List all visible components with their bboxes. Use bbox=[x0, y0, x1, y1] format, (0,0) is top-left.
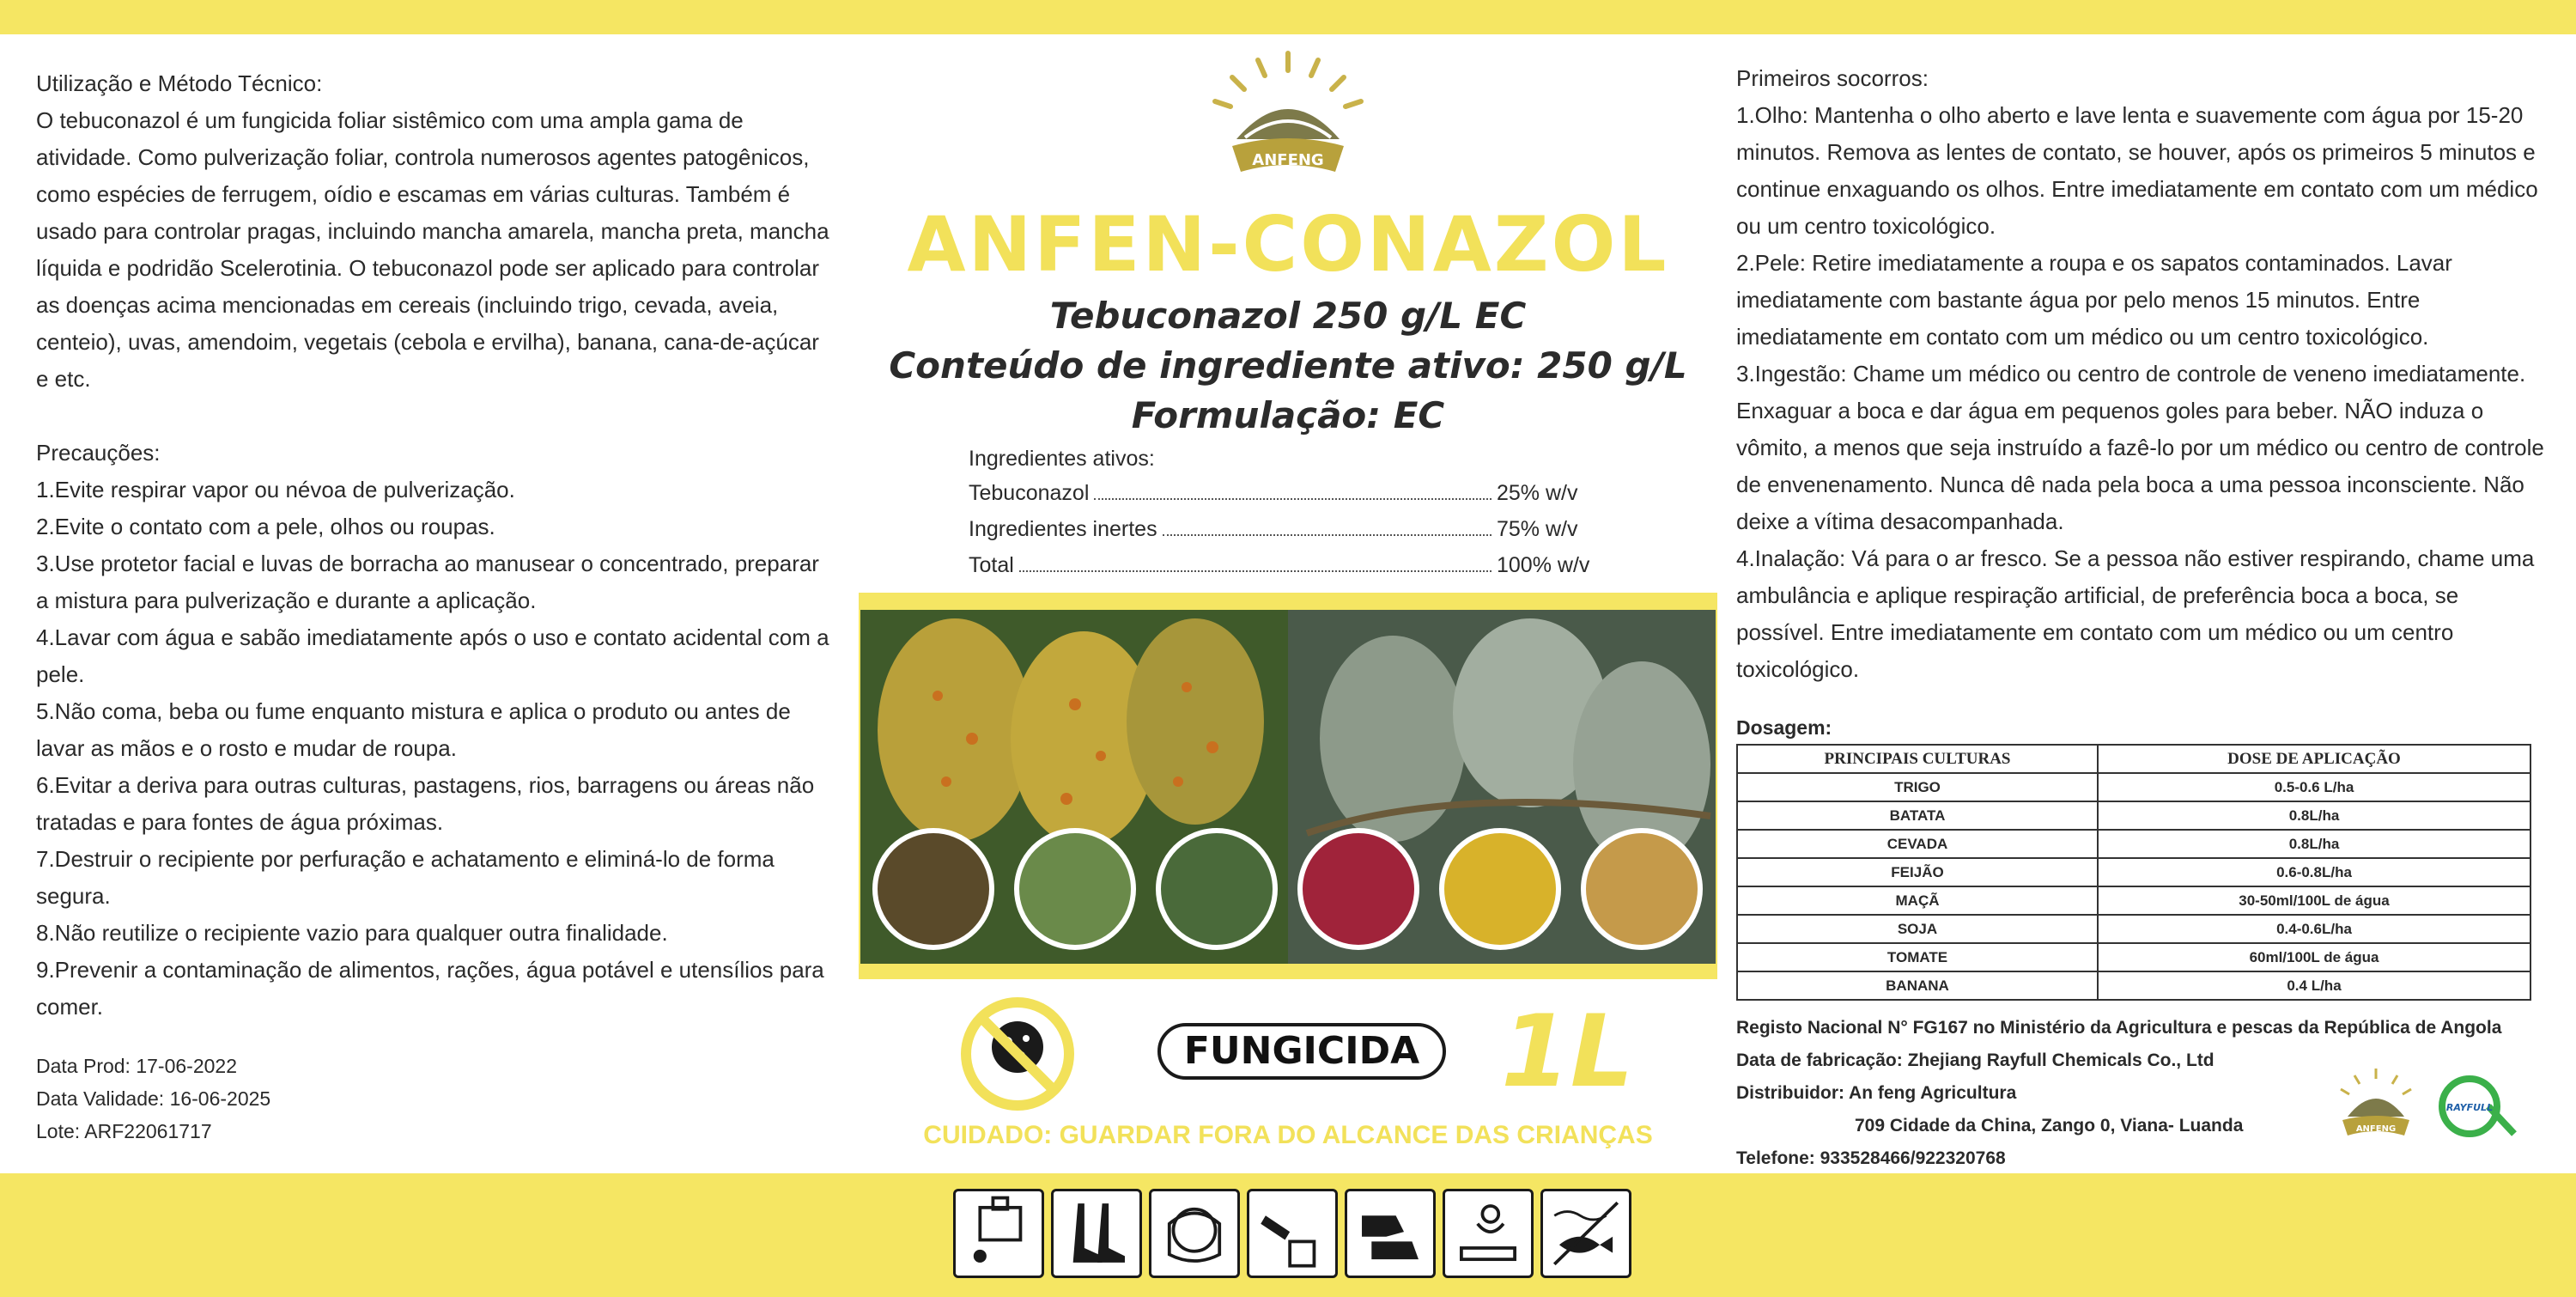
crop-cell: BANANA bbox=[1737, 971, 2098, 1000]
crop-cell: CEVADA bbox=[1737, 830, 2098, 858]
fish-hazard-icon bbox=[1540, 1189, 1631, 1278]
table-row bbox=[1737, 858, 2530, 886]
crop-cell: FEIJÃO bbox=[1737, 858, 2098, 886]
ingredient-row bbox=[969, 553, 1604, 578]
table-row bbox=[1737, 886, 2530, 915]
precaution-item: 5.Não coma, beba ou fume enquanto mistura e aplica o produto ou antes de lavar as mãos e o rosto e mudar de roupa. bbox=[36, 698, 791, 761]
crop-disease-photo bbox=[860, 610, 1716, 964]
category-badge: FUNGICIDA bbox=[1157, 1023, 1446, 1080]
dose-cell: 0.8L/ha bbox=[2098, 801, 2530, 830]
phone: Telefone: 933528466/922320768 bbox=[1736, 1148, 2006, 1168]
batch-info bbox=[36, 1050, 270, 1148]
ingredients-title: Ingredientes ativos: bbox=[969, 447, 1155, 471]
dose-cell: 0.4 L/ha bbox=[2098, 971, 2530, 1000]
product-formula: Tebuconazol 250 g/L EC bbox=[1049, 295, 1527, 337]
formulation: Formulação: EC bbox=[1131, 394, 1445, 436]
precaution-item: 3.Use protetor facial e luvas de borracha ao manusear o concentrado, preparar a mistura para pulverização e durante a aplicação. bbox=[36, 551, 819, 613]
face-shield-icon bbox=[1149, 1189, 1240, 1278]
precaution-item: 7.Destruir o recipiente por perfuração e achatamento e eliminá-lo de forma segura. bbox=[36, 846, 775, 909]
first-aid-item: 4.Inalação: Vá para o ar fresco. Se a pessoa não estiver respirando, chame uma ambulância e aplique respiração artificial, de preferência boca a boca, se possível. Entre imediatamente em contato com um médico ou um centro toxicológico. bbox=[1736, 545, 2535, 682]
berries-thumbnail bbox=[1300, 831, 1417, 947]
crop-cell: SOJA bbox=[1737, 915, 2098, 943]
ingredient-name: Ingredientes inertes bbox=[969, 517, 1157, 541]
top-yellow-band bbox=[0, 0, 2576, 34]
dose-cell: 0.5-0.6 L/ha bbox=[2098, 773, 2530, 801]
dosage-title: Dosagem: bbox=[1736, 716, 1832, 739]
lot-number: Lote: ARF22061717 bbox=[36, 1120, 212, 1142]
first-aid-title: Primeiros socorros: bbox=[1736, 65, 1929, 91]
corn-thumbnail bbox=[1442, 831, 1558, 947]
dosage-table bbox=[1736, 744, 2531, 1001]
dosage-header-dose: DOSE DE APLICAÇÃO bbox=[2098, 745, 2530, 773]
boots-icon bbox=[1051, 1189, 1142, 1278]
dose-cell: 60ml/100L de água bbox=[2098, 943, 2530, 971]
wash-icon bbox=[1443, 1189, 1534, 1278]
grain-thumbnail bbox=[1158, 831, 1275, 947]
table-row bbox=[1737, 971, 2530, 1000]
crop-cell: MAÇÃ bbox=[1737, 886, 2098, 915]
ingredient-value: 100% w/v bbox=[1497, 553, 1590, 577]
handling-concentrate-icon bbox=[1247, 1189, 1338, 1278]
production-date: Data Prod: 17-06-2022 bbox=[36, 1055, 237, 1077]
table-row bbox=[1737, 830, 2530, 858]
dosage-header-crop: PRINCIPAIS CULTURAS bbox=[1737, 745, 2098, 773]
roots-thumbnail bbox=[875, 831, 992, 947]
precaution-item: 6.Evitar a deriva para outras culturas, pastagens, rios, barragens ou áreas não tratadas e para fontes de água próximas. bbox=[36, 772, 815, 835]
distributor: Distribuidor: An feng Agricultura bbox=[1736, 1083, 2017, 1103]
potato-thumbnail bbox=[1583, 831, 1700, 947]
dose-cell: 30-50ml/100L de água bbox=[2098, 886, 2530, 915]
precaution-item: 4.Lavar com água e sabão imediatamente após o uso e contato acidental com a pele. bbox=[36, 624, 829, 687]
child-warning: CUIDADO: GUARDAR FORA DO ALCANCE DAS CRIANÇAS bbox=[923, 1121, 1653, 1149]
wheat-thumbnail bbox=[1017, 831, 1133, 947]
precaution-item: 9.Prevenir a contaminação de alimentos, rações, água potável e utensílios para comer. bbox=[36, 957, 824, 1020]
active-content: Conteúdo de ingrediente ativo: 250 g/L bbox=[889, 344, 1687, 387]
manufacturer: Data de fabricação: Zhejiang Rayfull Chemicals Co., Ltd bbox=[1736, 1050, 2215, 1070]
storage-locked-icon bbox=[953, 1189, 1044, 1278]
left-column bbox=[36, 65, 835, 1026]
safety-pictograms bbox=[953, 1189, 1631, 1280]
rayfull-logo bbox=[2428, 1072, 2523, 1141]
table-row bbox=[1737, 801, 2530, 830]
crop-cell: BATATA bbox=[1737, 801, 2098, 830]
precaution-item: 1.Evite respirar vapor ou névoa de pulverização. bbox=[36, 477, 515, 502]
precaution-item: 8.Não reutilize o recipiente vazio para qualquer outra finalidade. bbox=[36, 920, 668, 946]
ingredient-row bbox=[969, 517, 1604, 542]
product-name: ANFEN-CONAZOL bbox=[907, 200, 1669, 289]
right-column bbox=[1736, 60, 2548, 688]
rust-leaves-image bbox=[878, 618, 1264, 846]
dose-cell: 0.8L/ha bbox=[2098, 830, 2530, 858]
usage-text: O tebuconazol é um fungicida foliar sistêmico com uma ampla gama de atividade. Como pulverização foliar, controla numerosos agentes patogênicos, como espécies de ferrugem, oídio e escamas em várias culturas. Também é usado para controlar pragas, incluindo mancha amarela, mancha preta, mancha líquida e podridão Scelerotinia. O tebuconazol pode ser aplicado para controlar as doenças acima mencionadas em cereais (incluindo trigo, cevada, aveia, centeio), uvas, amendoim, vegetais (cebola e ervilha), banana, cana-de-açúcar e etc. bbox=[36, 107, 829, 392]
gloves-icon bbox=[1345, 1189, 1436, 1278]
expiry-date: Data Validade: 16-06-2025 bbox=[36, 1087, 271, 1110]
first-aid-item: 2.Pele: Retire imediatamente a roupa e os sapatos contaminados. Lavar imediatamente com bastante água por pelo menos 15 minutos. Entre imediatamente em contato com um médico ou um centro toxicológico. bbox=[1736, 250, 2452, 350]
ingredient-row bbox=[969, 481, 1604, 506]
anfeng-logo bbox=[1198, 45, 1378, 191]
ingredient-name: Total bbox=[969, 553, 1014, 577]
ingredient-value: 75% w/v bbox=[1497, 517, 1578, 541]
volume-label: 1L bbox=[1501, 994, 1634, 1110]
ingredient-name: Tebuconazol bbox=[969, 481, 1090, 505]
keep-away-from-children-icon bbox=[957, 994, 1078, 1114]
registry-number: Registo Nacional N° FG167 no Ministério da Agricultura e pescas da República de Angola bbox=[1736, 1018, 2502, 1038]
ingredient-value: 25% w/v bbox=[1497, 481, 1578, 505]
table-row bbox=[1737, 773, 2530, 801]
table-row bbox=[1737, 915, 2530, 943]
first-aid-item: 1.Olho: Mantenha o olho aberto e lave lenta e suavemente com água por 15-20 minutos. Remova as lentes de contato, se houver, após os primeiros 5 minutos e continue enxaguando os olhos. Entre imediatamente em contato com um médico ou um centro toxicológico. bbox=[1736, 102, 2538, 239]
dosage-header-row bbox=[1737, 745, 2530, 773]
first-aid-item: 3.Ingestão: Chame um médico ou centro de controle de veneno imediatamente. Enxaguar a boca e dar água em pequenos goles para beber. NÃO induza o vômito, a menos que seja instruído a fazê-lo por um médico ou centro de controle de envenenamento. Nunca dê nada pela boca a uma pessoa inconsciente. Não deixe a vítima desacompanhada. bbox=[1736, 361, 2544, 534]
usage-title: Utilização e Método Técnico: bbox=[36, 70, 323, 96]
rayfull-text: RAYFULL bbox=[2445, 1102, 2494, 1113]
distributor-address: 709 Cidade da China, Zango 0, Viana- Luanda bbox=[1855, 1116, 2244, 1136]
small-logo-text: ANFENG bbox=[2355, 1124, 2397, 1134]
precautions-title: Precauções: bbox=[36, 440, 161, 466]
table-row bbox=[1737, 943, 2530, 971]
precaution-item: 2.Evite o contato com a pele, olhos ou roupas. bbox=[36, 514, 495, 539]
crop-cell: TOMATE bbox=[1737, 943, 2098, 971]
dose-cell: 0.4-0.6L/ha bbox=[2098, 915, 2530, 943]
crop-cell: TRIGO bbox=[1737, 773, 2098, 801]
anfeng-small-logo bbox=[2329, 1065, 2423, 1142]
dose-cell: 0.6-0.8L/ha bbox=[2098, 858, 2530, 886]
logo-text: ANFENG bbox=[1252, 151, 1324, 169]
